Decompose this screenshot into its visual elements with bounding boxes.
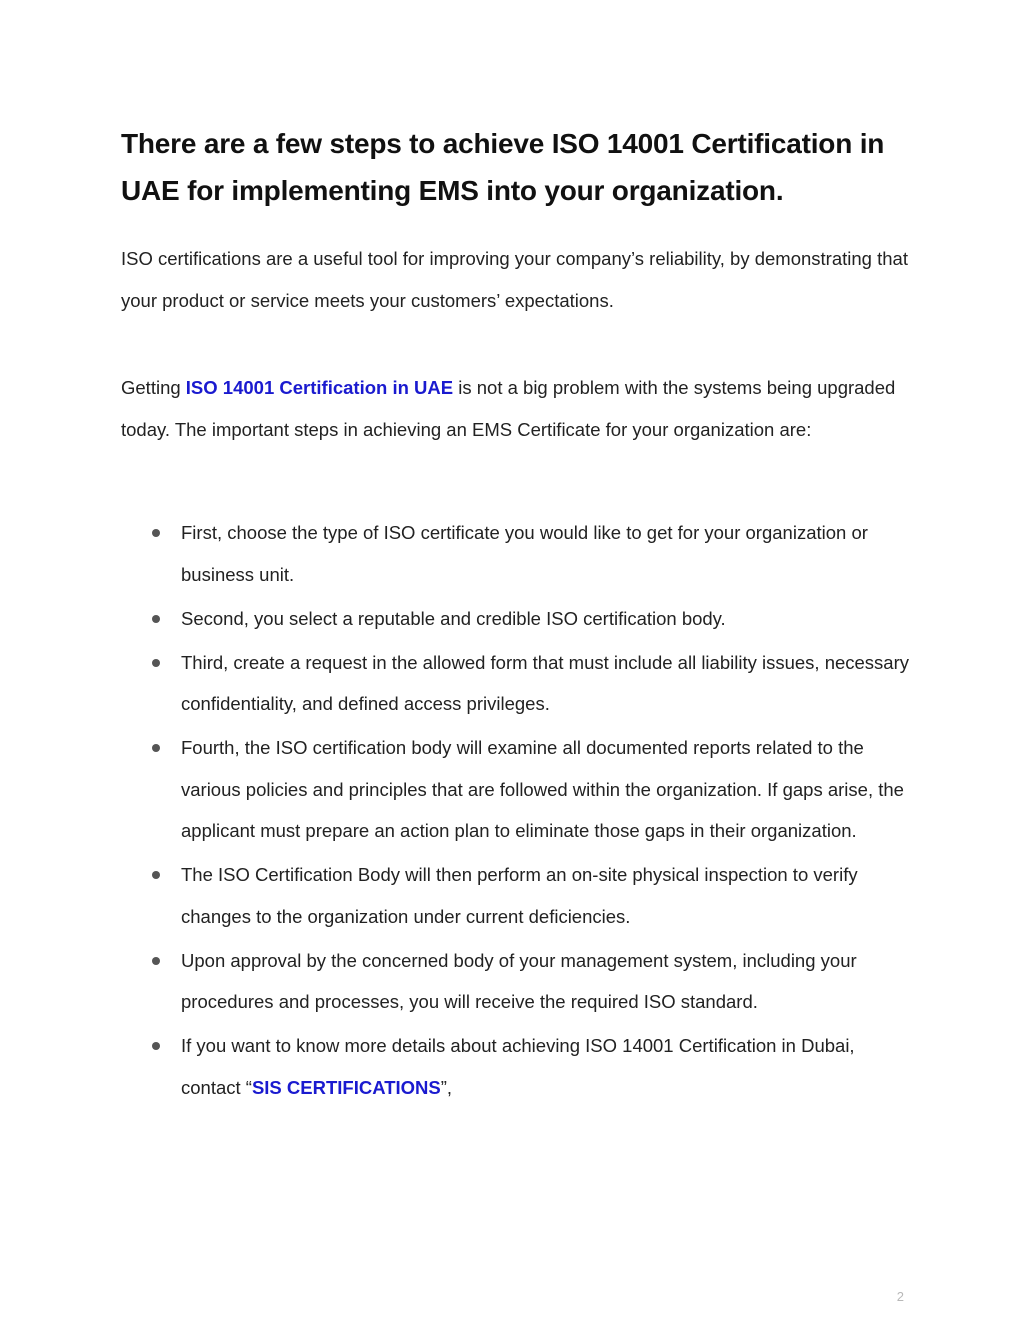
bullet-icon bbox=[152, 871, 160, 879]
intro-paragraph: ISO certifications are a useful tool for improving your company’s reliability, by demonstrating that your product or service meets your customers’ expectations. bbox=[121, 248, 908, 311]
page-title: There are a few steps to achieve ISO 14001 Certification in UAE for implementing EMS into your organization. bbox=[121, 128, 885, 206]
bullet-icon bbox=[152, 744, 160, 752]
step-text: The ISO Certification Body will then perform an on-site physical inspection to verify changes to the organization under current deficiencies. bbox=[181, 864, 858, 927]
getting-paragraph bbox=[121, 367, 911, 450]
step-text: Upon approval by the concerned body of your management system, including your procedures and processes, you will receive the required ISO standard. bbox=[181, 949, 857, 1012]
step-text bbox=[181, 1035, 855, 1098]
list-item bbox=[121, 598, 911, 640]
bullet-icon bbox=[152, 957, 160, 965]
step-text: Fourth, the ISO certification body will examine all documented reports related to the various policies and principles that are followed within the organization. If gaps arise, the applicant must prepare an action plan to eliminate those gaps in their organization. bbox=[181, 737, 904, 841]
contact-text-before: If you want to know more details about achieving ISO 14001 Certification in Dubai, contact “ bbox=[181, 1035, 855, 1098]
bullet-icon bbox=[152, 659, 160, 667]
bullet-icon bbox=[152, 615, 160, 623]
bullet-icon bbox=[152, 529, 160, 537]
list-item bbox=[121, 512, 911, 595]
getting-text-before: Getting bbox=[121, 377, 186, 398]
step-text: Third, create a request in the allowed form that must include all liability issues, necessary confidentiality, and defined access privileges. bbox=[181, 651, 910, 714]
iso-14001-uae-link[interactable]: ISO 14001 Certification in UAE bbox=[185, 377, 454, 398]
list-item bbox=[121, 940, 911, 1023]
page-number: 2 bbox=[896, 1289, 904, 1304]
step-text: First, choose the type of ISO certificate you would like to get for your organization or business unit. bbox=[181, 522, 868, 585]
sis-certifications-link[interactable]: SIS CERTIFICATIONS bbox=[251, 1076, 441, 1098]
list-item bbox=[121, 642, 911, 725]
list-item bbox=[121, 854, 911, 937]
step-text: Second, you select a reputable and credible ISO certification body. bbox=[181, 607, 726, 629]
steps-list bbox=[121, 512, 911, 1111]
list-item bbox=[121, 1025, 911, 1108]
contact-text-after: ”, bbox=[440, 1076, 453, 1098]
getting-text-after: is not a big problem with the systems being upgraded today. The important steps in achieving an EMS Certificate for your organization are: bbox=[121, 377, 896, 440]
list-item bbox=[121, 727, 911, 852]
bullet-icon bbox=[152, 1042, 160, 1050]
